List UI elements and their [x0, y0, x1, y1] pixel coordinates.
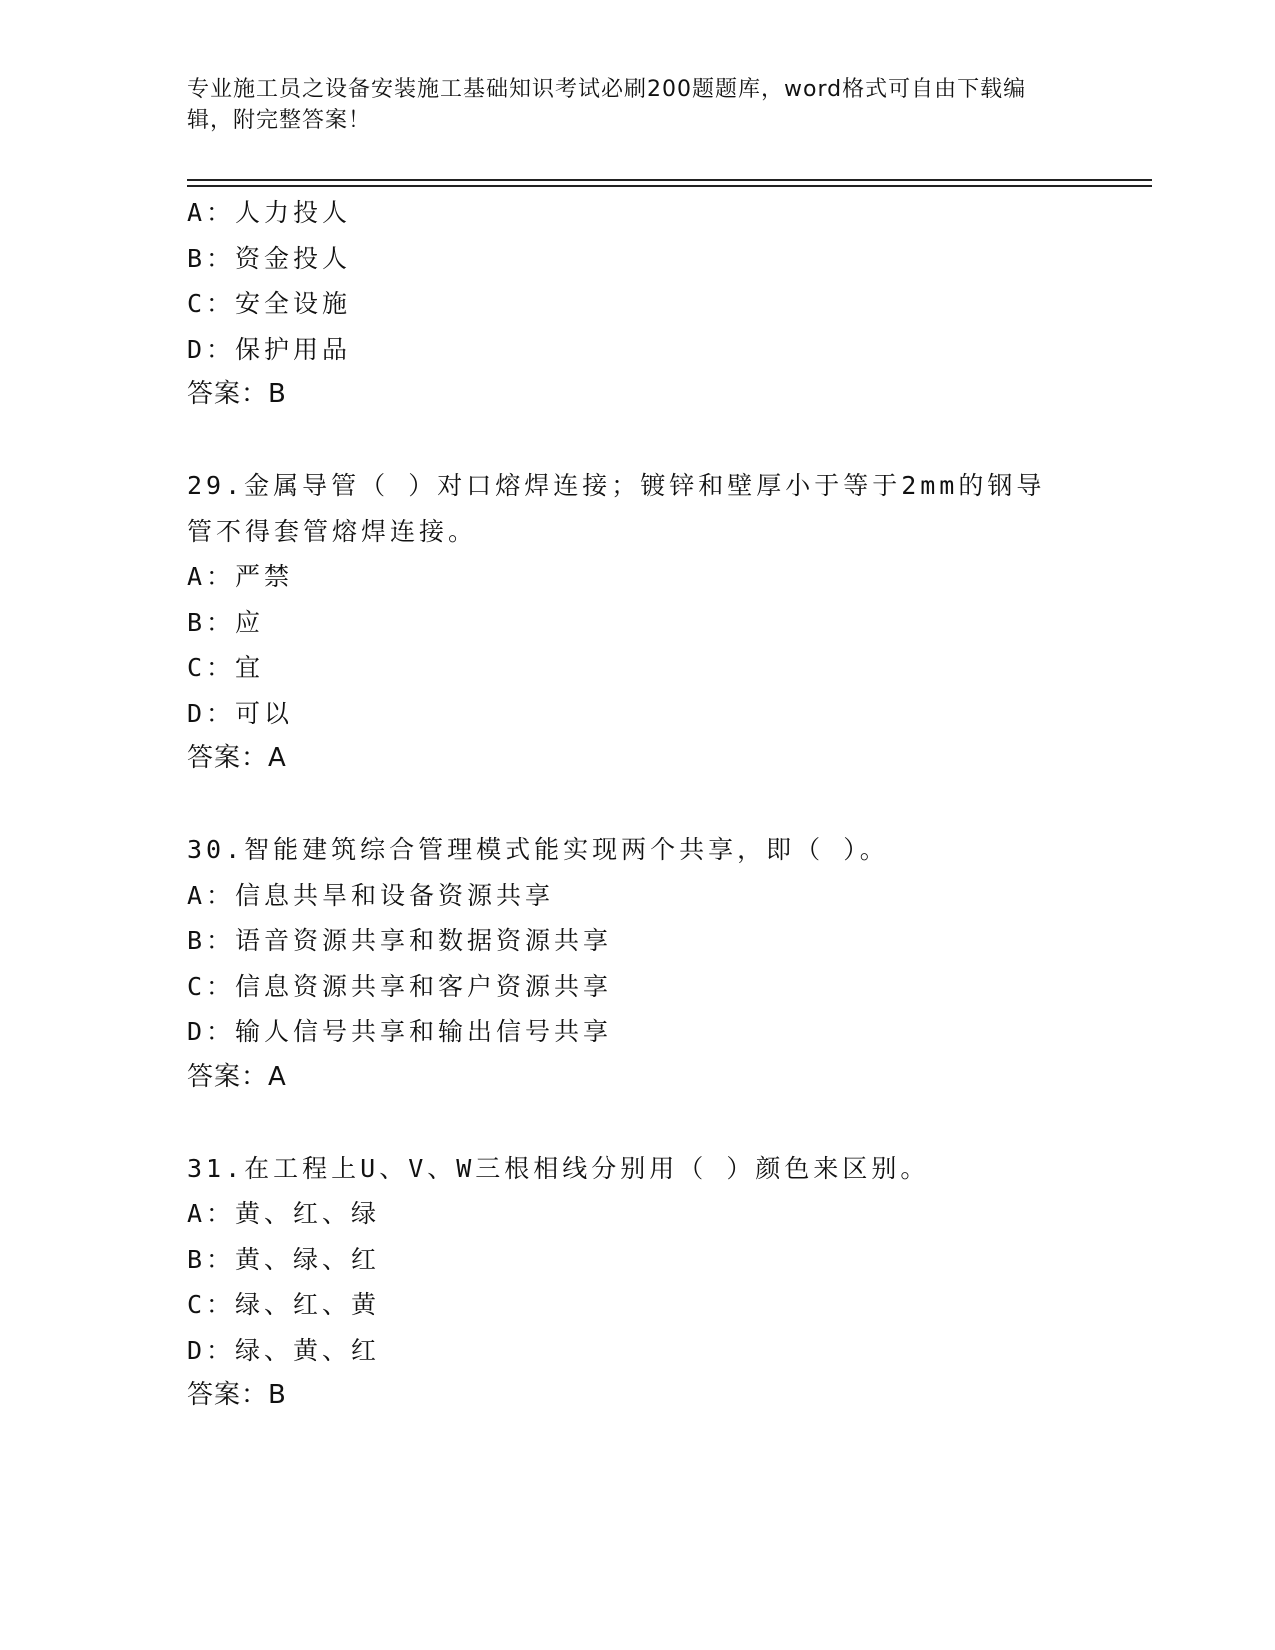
answer-line: 答案：B — [187, 1380, 287, 1410]
header-divider-top — [187, 179, 1152, 181]
option-b: B：语音资源共享和数据资源共享 — [187, 926, 613, 955]
question-block — [187, 1146, 1152, 1419]
option-c: C：安全设施 — [187, 289, 352, 318]
block-spacer — [187, 782, 1152, 828]
option-a: A：严禁 — [187, 562, 294, 591]
option-b: B：黄、绿、红 — [187, 1244, 381, 1274]
option-a: A：信息共旱和设备资源共享 — [187, 880, 555, 910]
option-c: C：信息资源共享和客户资源共享 — [187, 971, 613, 1001]
answer-line: 答案：A — [187, 1061, 287, 1092]
question-block — [187, 463, 1152, 782]
question-block — [187, 827, 1152, 1100]
option-a: A：黄、红、绿 — [187, 1199, 381, 1228]
option-b: B：应 — [187, 607, 265, 637]
option-d: D：输人信号共享和输出信号共享 — [187, 1017, 613, 1046]
question-text: 31.在工程上U、V、W三根相线分别用（ ）颜色来区别。 — [187, 1153, 930, 1183]
question-text: 30.智能建筑综合管理模式能实现两个共享，即（ ）。 — [187, 835, 889, 864]
question-text: 29.金属导管（ ）对口熔焊连接；镀锌和壁厚小于等于2mm的钢导管不得套管熔焊连接。 — [187, 471, 1046, 546]
option-d: D：绿、黄、红 — [187, 1335, 381, 1365]
option-d: D：保护用品 — [187, 334, 352, 364]
option-c: C：宜 — [187, 653, 265, 682]
question-content — [187, 190, 1152, 1419]
answer-line: 答案：B — [187, 379, 287, 409]
block-spacer — [187, 1100, 1152, 1146]
option-a: A：人力投人 — [187, 198, 352, 227]
header-divider-bottom — [187, 185, 1152, 187]
question-block — [187, 190, 1152, 418]
block-spacer — [187, 418, 1152, 464]
answer-line: 答案：A — [187, 743, 287, 773]
option-b: B：资金投人 — [187, 243, 352, 273]
option-d: D：可以 — [187, 698, 294, 728]
document-header: 专业施工员之设备安装施工基础知识考试必刷200题题库，word格式可自由下载编辑，附完整答案！ — [187, 77, 1027, 133]
option-c: C：绿、红、黄 — [187, 1290, 381, 1319]
